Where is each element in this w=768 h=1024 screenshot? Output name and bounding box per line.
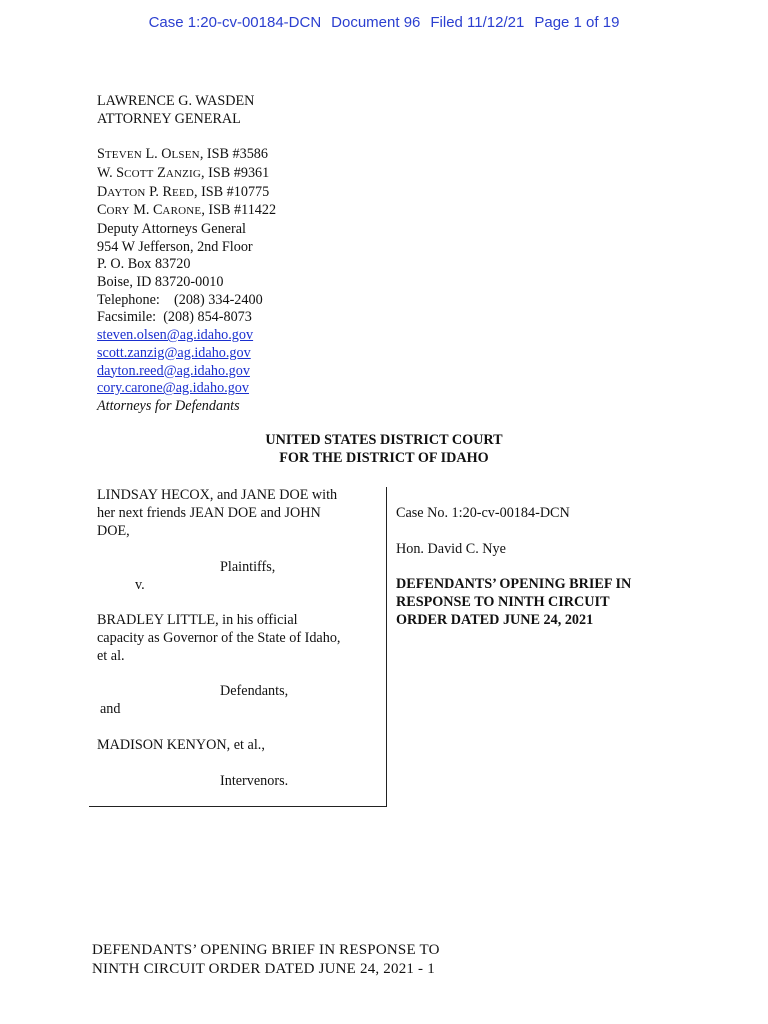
ecf-filed-date: Filed 11/12/21 — [430, 14, 525, 31]
case-number: Case No. 1:20-cv-00184-DCN — [396, 505, 570, 521]
document-title-line-2: RESPONSE TO NINTH CIRCUIT — [396, 594, 610, 610]
court-heading — [0, 432, 768, 467]
judge-name: Hon. David C. Nye — [396, 541, 506, 557]
counsel-block — [97, 93, 276, 416]
document-title-line-1: DEFENDANTS’ OPENING BRIEF IN — [396, 576, 632, 592]
plaintiffs-line-3: DOE, — [97, 523, 130, 539]
ecf-filing-header — [0, 14, 768, 31]
and-conjunction: and — [100, 701, 121, 717]
attorney-general-name: LAWRENCE G. WASDEN — [97, 93, 255, 109]
footer-line-2: NINTH CIRCUIT ORDER DATED JUNE 24, 2021 - 1 — [92, 961, 435, 977]
court-district: FOR THE DISTRICT OF IDAHO — [279, 449, 489, 466]
defendants-line-3: et al. — [97, 648, 125, 664]
office-title: Deputy Attorneys General — [97, 220, 246, 237]
intervenors-role: Intervenors. — [220, 773, 289, 789]
attorney-line: W. SCOTT ZANZIG, ISB #9361 — [97, 164, 270, 181]
city-state-zip: Boise, ID 83720-0010 — [97, 274, 224, 291]
defendants-role: Defendants, — [220, 683, 289, 699]
email-link-zanzig[interactable]: scott.zanzig@ag.idaho.gov — [97, 344, 251, 361]
defendants-line-1: BRADLEY LITTLE, in his official — [97, 612, 298, 628]
document-title-line-3: ORDER DATED JUNE 24, 2021 — [396, 612, 594, 628]
versus: v. — [135, 577, 145, 593]
email-link-olsen[interactable]: steven.olsen@ag.idaho.gov — [97, 327, 254, 344]
ecf-document-number: Document 96 — [331, 14, 421, 31]
ecf-page-number: Page 1 of 19 — [534, 14, 620, 31]
defendants-line-2: capacity as Governor of the State of Idaho, — [97, 630, 341, 646]
email-link-carone[interactable]: cory.carone@ag.idaho.gov — [97, 380, 249, 397]
court-name: UNITED STATES DISTRICT COURT — [265, 432, 503, 448]
email-link-reed[interactable]: dayton.reed@ag.idaho.gov — [97, 362, 250, 379]
intervenors-line-1: MADISON KENYON, et al., — [97, 737, 265, 753]
facsimile: Facsimile: (208) 854-8073 — [97, 309, 252, 326]
attorney-line: DAYTON P. REED, ISB #10775 — [97, 183, 270, 200]
street-address: 954 W Jefferson, 2nd Floor — [97, 238, 253, 255]
case-caption-box — [89, 487, 387, 807]
telephone: Telephone: (208) 334-2400 — [97, 291, 263, 308]
footer-line-1: DEFENDANTS’ OPENING BRIEF IN RESPONSE TO — [92, 942, 440, 958]
page-footer — [92, 941, 440, 979]
plaintiffs-line-1: LINDSAY HECOX, and JANE DOE with — [97, 487, 338, 503]
attorney-line: STEVEN L. OLSEN, ISB #3586 — [97, 146, 268, 163]
po-box: P. O. Box 83720 — [97, 256, 191, 273]
representation-note: Attorneys for Defendants — [97, 397, 240, 414]
attorney-line: CORY M. CARONE, ISB #11422 — [97, 202, 277, 219]
plaintiffs-role: Plaintiffs, — [220, 559, 276, 575]
document-title — [396, 575, 631, 629]
attorney-general-title: ATTORNEY GENERAL — [97, 110, 241, 127]
ecf-case-number: Case 1:20-cv-00184-DCN — [148, 14, 322, 31]
plaintiffs-line-2: her next friends JEAN DOE and JOHN — [97, 505, 321, 521]
